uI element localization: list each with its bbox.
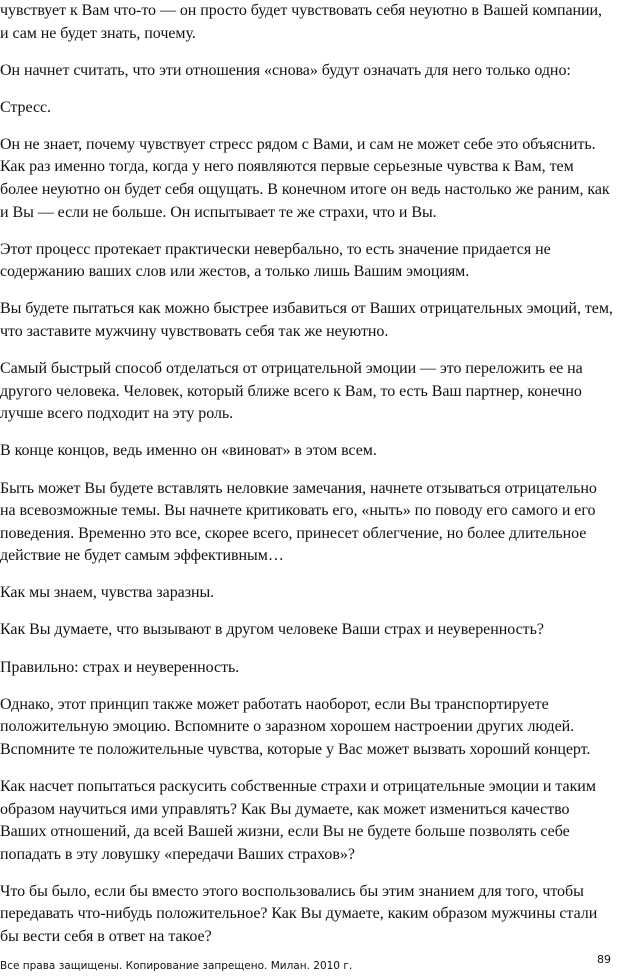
paragraph-9: Быть может Вы будете вставлять неловкие замечания, начнете отзываться отрицательно на всевозможные темы. Вы начнете критиковать его, «ныть» по поводу его самого и его поведения. Временно это все, скорее всего, принесет облегчение, но более длительное действие не будет самым эффективным…: [0, 479, 597, 565]
paragraph-6: Вы будете пытаться как можно быстрее избавиться от Ваших отрицательных эмоций, тем, что заставите мужчину чувствовать себя так же неуютно.: [0, 300, 613, 341]
paragraph-1: чувствует к Вам что-то — он просто будет чувствовать себя неуютно в Вашей компании, и сам не будет знать, почему.: [0, 2, 602, 42]
paragraph-8: В конце концов, ведь именно он «виноват» в этом всем.: [0, 442, 377, 460]
paragraph-3: Стресс.: [0, 98, 52, 116]
paragraph-13: Однако, этот принцип также может работать наоборот, если Вы транспортируете положительную эмоцию. Вспомните о заразном хорошем настроении других людей. Вспомните те положительные чувства, которые у Вас может вызвать хороший концерт.: [0, 695, 591, 758]
paragraph-2: Он начнет считать, что эти отношения «снова» будут означать для него только одно:: [0, 61, 571, 79]
paragraph-7: Самый быстрый способ отделаться от отрицательной эмоции — это переложить ее на другого человека. Человек, который ближе всего к Вам, то есть Ваш партнер, конечно лучше всего подходит на эту роль.: [0, 360, 583, 423]
paragraph-11: Как Вы думаете, что вызывают в другом человеке Ваши страх и неуверенность?: [0, 621, 544, 639]
paragraph-12: Правильно: страх и неуверенность.: [0, 658, 240, 676]
paragraph-5: Этот процесс протекает практически невербально, то есть значение придается не содержанию ваших слов или жестов, а только лишь Вашим эмоциям.: [0, 240, 551, 281]
paragraph-10: Как мы знаем, чувства заразны.: [0, 584, 215, 602]
paragraph-14: Как насчет попытаться раскусить собственные страхи и отрицательные эмоции и таким образом научиться ими управлять? Как Вы думаете, как может измениться качество Ваших отношений, да всей Вашей жизни, если Вы не будете больше позволять себе попадать в эту ловушку «передачи Ваших страхов»?: [0, 777, 596, 863]
page-number: 89: [597, 953, 611, 966]
paragraph-4: Он не знает, почему чувствует стресс рядом с Вами, и сам не может себе это объяснить. Как раз именно тогда, когда у него появляются первые серьезные чувства к Вам, тем более неуютно он будет себя ощущать. В конечном итоге он ведь настолько же раним, как и Вы — если не больше. Он испытывает те же страхи, что и Вы.: [0, 135, 610, 221]
paragraph-15: Что бы было, если бы вместо этого воспользовались бы этим знанием для того, чтобы передавать что-нибудь положительное? Как Вы думаете, каким образом мужчины стали бы вести себя в ответ на такое?: [0, 882, 598, 945]
footer-copyright: Все права защищены. Копирование запрещено. Милан. 2010 г.: [0, 960, 353, 972]
